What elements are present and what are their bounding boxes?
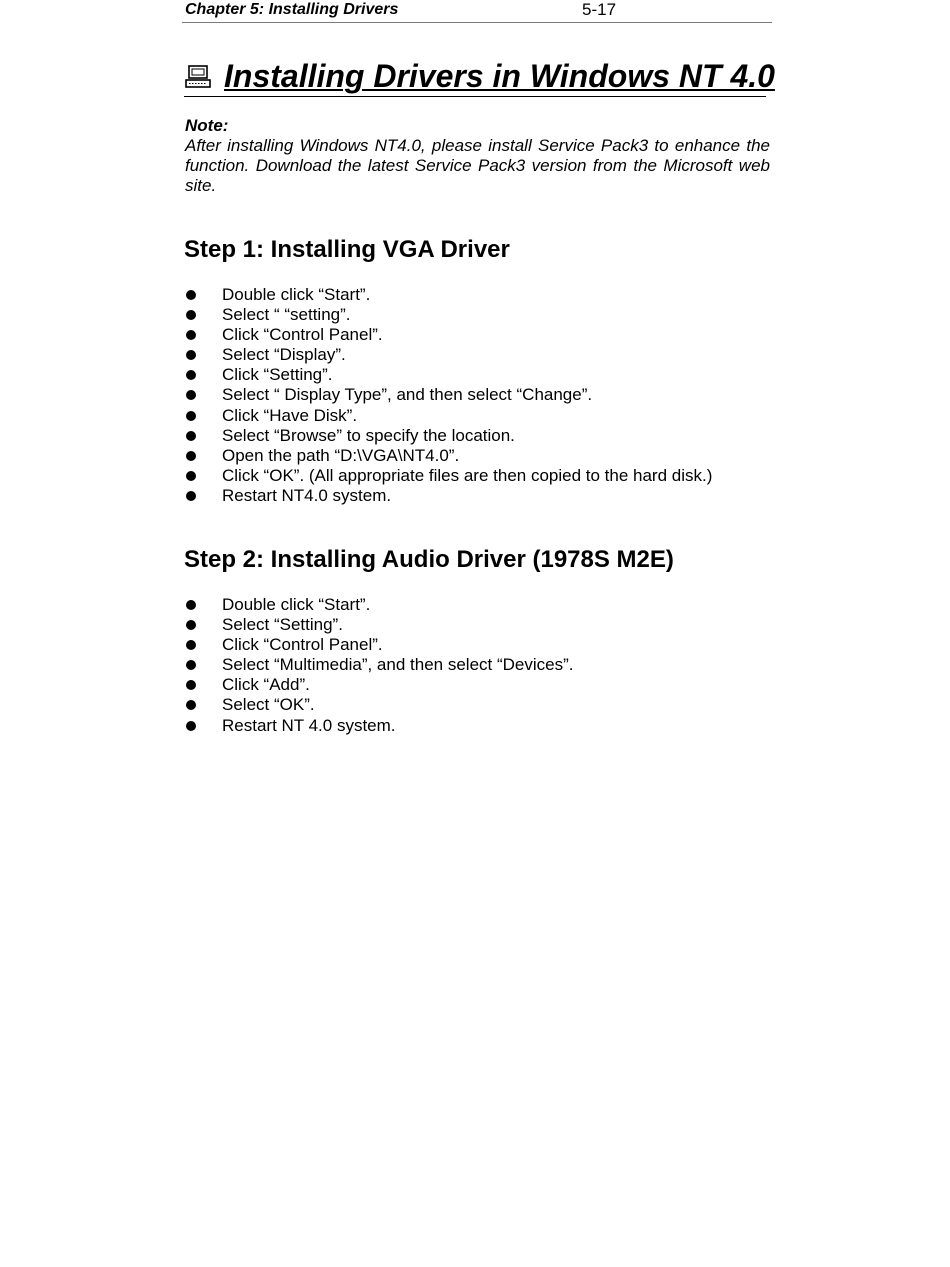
bullet-icon [186, 700, 196, 710]
page-title [184, 56, 775, 97]
bullet-icon [186, 680, 196, 690]
bullet-icon [186, 721, 196, 731]
bullet-icon [186, 350, 196, 360]
bullet-icon [186, 390, 196, 400]
note-label: Note: [185, 116, 229, 135]
bullet-icon [186, 330, 196, 340]
bullet-icon [186, 431, 196, 441]
running-header [182, 0, 772, 23]
bullet-icon [186, 310, 196, 320]
bullet-icon [186, 600, 196, 610]
bullet-icon [186, 411, 196, 421]
page-title-text: Installing Drivers in Windows NT 4.0 [224, 58, 775, 94]
page-number: 5-17 [582, 0, 617, 19]
bullet-icon [186, 620, 196, 630]
bullet-icon [186, 451, 196, 461]
bullet-icon [186, 370, 196, 380]
step1-heading: Step 1: Installing VGA Driver [184, 236, 510, 263]
step2-heading: Step 2: Installing Audio Driver (1978S M2E) [184, 546, 674, 573]
bullet-icon [186, 471, 196, 481]
bullet-icon [186, 640, 196, 650]
chapter-title: Chapter 5: Installing Drivers [185, 1, 399, 18]
bullet-icon [186, 660, 196, 670]
manual-page: Chapter 5: Installing Drivers 5-17 Installing Drivers in Windows NT 4.0 Note: After installing Windows NT4.0, please install Service Pack3 to enhance the function. Download the latest Service Pack3 version from the Microsoft web site. Step 1: Installing VGA Driver Double click “Start”. Select “ “setting”. Click “Control Panel”. Select “Display”. Click “Setting”. Select “ Display Type”, and then select “Change”. Click “Have Disk”. Select “Browse” to specify the location. Open the path “D:\VGA\NT4.0”. Click “OK”. (All appropriate files are then copied to the hard disk.) Restart NT4.0 system. Step 2: Installing Audio Driver (1978S M2E) Double click “Start”. Select “Setting”. Click “Control Panel”. Select “Multimedia”, and then select “Devices”. Click “Add”. Select “OK”. Restart NT 4.0 system. [184, 0, 775, 735]
bullet-icon [186, 290, 196, 300]
note-body: After installing Windows NT4.0, please install Service Pack3 to enhance the function. Download the latest Service Pack3 version from the Microsoft web site. [185, 136, 770, 196]
bullet-icon [186, 491, 196, 501]
computer-icon [184, 64, 212, 90]
